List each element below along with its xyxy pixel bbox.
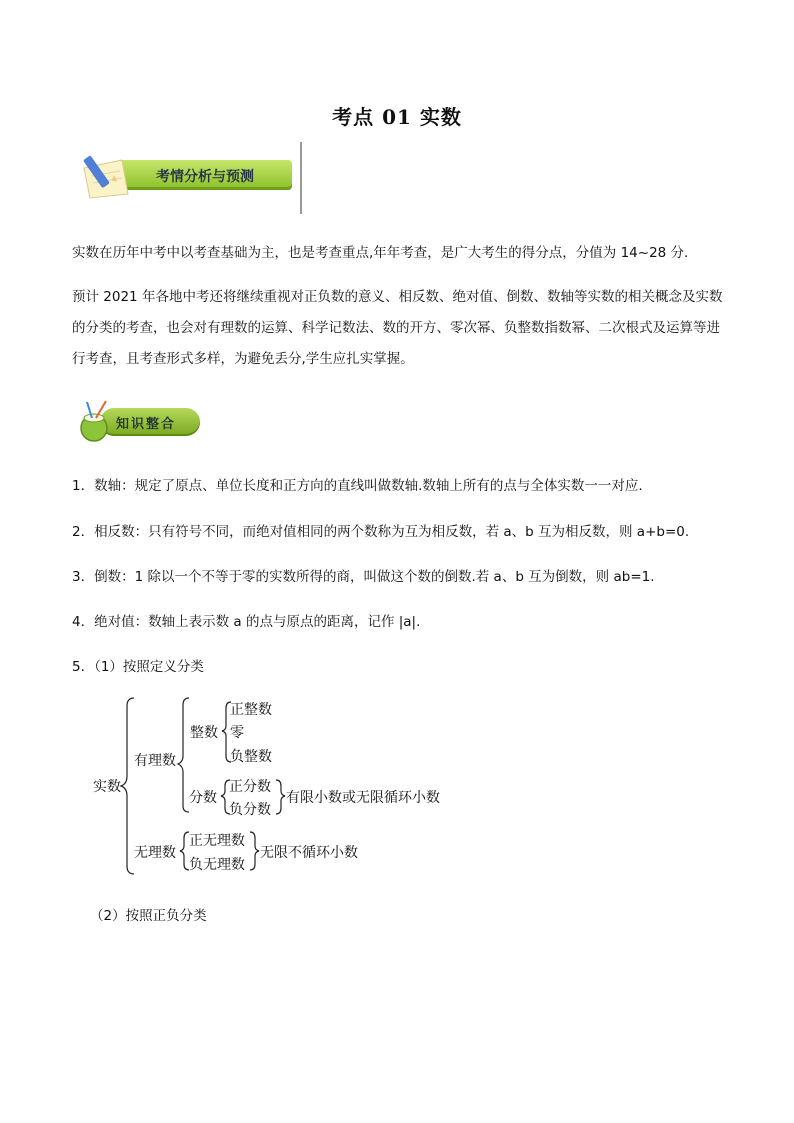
list-item: 2．相反数：只有符号不同，而绝对值相同的两个数称为互为相反数，若 a、b 互为相反数，则 a+b=0. (72, 524, 690, 540)
tree-rational: 有理数 (134, 753, 176, 769)
tree-fraction: 分数 (189, 790, 217, 806)
tree-negative-fraction: 负分数 (229, 802, 271, 818)
list-item: 4．绝对值：数轴上表示数 a 的点与原点的距离，记作 |a|. (72, 614, 421, 630)
tree-root: 实数 (93, 779, 121, 795)
tree-positive-integer: 正整数 (230, 702, 272, 718)
knowledge-banner (72, 398, 202, 444)
list-item: 5．（1）按照定义分类 (72, 659, 204, 675)
irrational-brace (180, 832, 189, 870)
fraction-right-brace (276, 780, 285, 814)
page-title: 考点 01 实数 (332, 105, 462, 129)
intro-paragraph-2: 预计 2021 年各地中考还将继续重视对正负数的意义、相反数、绝对值、倒数、数轴等实数的相关概念及实数的分类的考查，也会对有理数的运算、科学记数法、数的开方、零次幂、负整数指数幂、二次根式及运算等进行考查，且考查形式多样，为避免丢分,学生应扎实掌握。 (72, 289, 723, 367)
list-item: 3．倒数：1 除以一个不等于零的实数所得的商，叫做这个数的倒数.若 a、b 互为倒数，则 ab=1. (72, 569, 655, 585)
irrational-right-brace (250, 832, 259, 870)
banner-divider (300, 142, 302, 214)
pencil-paper-icon (78, 154, 138, 200)
tree-fraction-note: 有限小数或无限循环小数 (286, 790, 440, 806)
tree-positive-fraction: 正分数 (229, 779, 271, 795)
banner-label: 知识整合 (116, 417, 177, 432)
tree-negative-integer: 负整数 (230, 749, 272, 765)
subheading-by-sign: （2）按照正负分类 (90, 908, 207, 924)
tree-positive-irrational: 正无理数 (189, 833, 245, 849)
tree-irrational: 无理数 (134, 845, 176, 861)
list-item: 1．数轴：规定了原点、单位长度和正方向的直线叫做数轴.数轴上所有的点与全体实数一一对应. (72, 478, 643, 494)
tree-zero: 零 (230, 725, 244, 741)
tree-negative-irrational: 负无理数 (189, 857, 245, 873)
root-brace (121, 698, 134, 874)
coconut-icon (72, 398, 118, 444)
intro-paragraph-1: 实数在历年中考中以考查基础为主，也是考查重点,年年考查，是广大考生的得分点，分值为 14~28 分. (72, 245, 689, 261)
analysis-banner (78, 148, 296, 208)
tree-irrational-note: 无限不循环小数 (260, 845, 358, 861)
banner-label: 考情分析与预测 (156, 169, 254, 185)
tree-integer: 整数 (190, 725, 218, 741)
rational-brace (178, 698, 189, 812)
